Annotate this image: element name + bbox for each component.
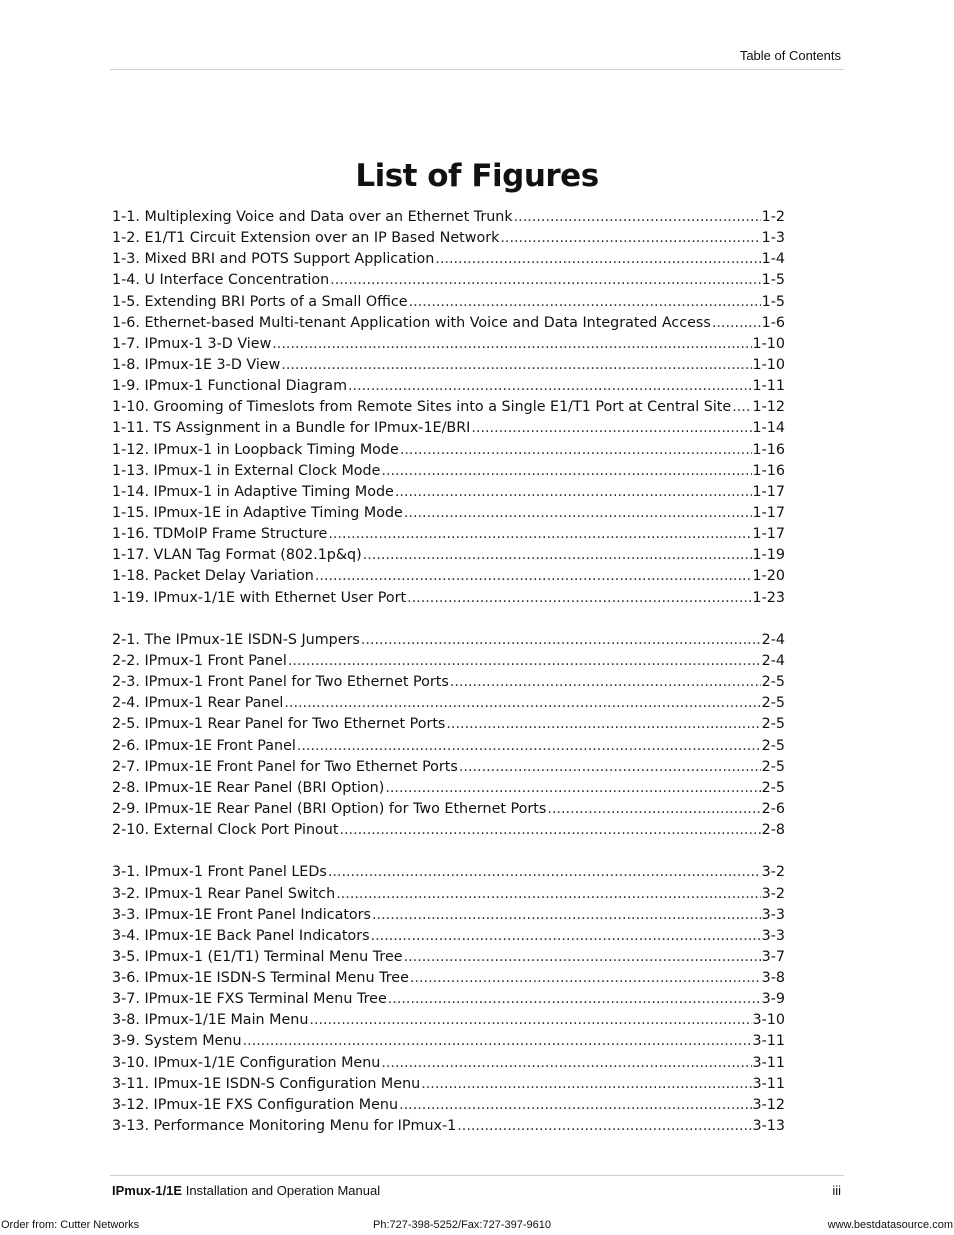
figures-list <box>112 207 785 1137</box>
toc-entry-page: 1-17 <box>752 483 785 500</box>
toc-entry-page: 3-11 <box>752 1054 785 1071</box>
toc-entry-label: 3-4. IPmux-1E Back Panel Indicators <box>112 927 370 944</box>
dot-leader <box>547 799 760 820</box>
toc-entry-page: 3-2 <box>761 885 785 902</box>
toc-entry-label: 1-11. TS Assignment in a Bundle for IPmux-1E/BRI <box>112 420 471 437</box>
toc-entry-page: 1-11 <box>752 378 785 395</box>
dot-leader <box>404 947 761 968</box>
footer-product: IPmux-1/1E <box>112 1183 183 1198</box>
toc-entry[interactable] <box>112 968 785 989</box>
toc-entry-label: 1-18. Packet Delay Variation <box>112 568 314 585</box>
toc-entry-label: 1-4. U Interface Concentration <box>112 272 330 289</box>
running-header: Table of Contents <box>739 48 841 63</box>
toc-entry[interactable] <box>112 207 785 228</box>
toc-entry[interactable] <box>112 397 785 418</box>
footer-rule <box>110 1175 844 1176</box>
toc-entry-label: 2-2. IPmux-1 Front Panel <box>112 652 287 669</box>
toc-entry[interactable] <box>112 334 785 355</box>
toc-entry-label: 2-6. IPmux-1E Front Panel <box>112 737 296 754</box>
dot-leader <box>446 714 760 735</box>
toc-entry-page: 3-2 <box>761 864 785 881</box>
dot-leader <box>328 524 751 545</box>
toc-entry-label: 1-19. IPmux-1/1E with Ethernet User Port <box>112 589 407 606</box>
toc-entry[interactable] <box>112 588 785 609</box>
footer-page-number: iii <box>832 1183 841 1198</box>
toc-entry-page: 1-12 <box>752 399 785 416</box>
toc-entry-label: 3-1. IPmux-1 Front Panel LEDs <box>112 864 327 881</box>
toc-entry-page: 3-3 <box>761 927 785 944</box>
footer-manual-title <box>112 1183 380 1198</box>
dot-leader <box>399 1095 751 1116</box>
dot-leader <box>348 376 752 397</box>
toc-entry[interactable] <box>112 905 785 926</box>
toc-entry[interactable] <box>112 355 785 376</box>
toc-entry-page: 1-5 <box>761 272 785 289</box>
toc-entry[interactable] <box>112 270 785 291</box>
dot-leader <box>407 588 751 609</box>
dot-leader <box>388 989 761 1010</box>
dot-leader <box>514 207 761 228</box>
toc-entry-page: 3-11 <box>752 1075 785 1092</box>
dot-leader <box>381 461 751 482</box>
dot-leader <box>371 926 761 947</box>
toc-entry-page: 3-7 <box>761 948 785 965</box>
header-rule <box>110 69 844 70</box>
order-from-text: Order from: Cutter Networks <box>1 1219 140 1231</box>
dot-leader <box>361 630 761 651</box>
toc-entry-page: 3-12 <box>752 1096 785 1113</box>
toc-entry-label: 3-10. IPmux-1/1E Configuration Menu <box>112 1054 381 1071</box>
toc-entry-label: 2-4. IPmux-1 Rear Panel <box>112 695 284 712</box>
toc-entry[interactable] <box>112 249 785 270</box>
toc-entry[interactable] <box>112 1074 785 1095</box>
dot-leader <box>309 1010 751 1031</box>
toc-entry-page: 1-10 <box>752 335 785 352</box>
dot-leader <box>471 418 751 439</box>
toc-entry-label: 2-7. IPmux-1E Front Panel for Two Ethernet Ports <box>112 758 458 775</box>
toc-entry-page: 2-4 <box>761 652 785 669</box>
footer-manual: Installation and Operation Manual <box>182 1183 381 1198</box>
toc-entry-page: 1-16 <box>752 462 785 479</box>
toc-entry-label: 1-10. Grooming of Timeslots from Remote Sites into a Single E1/T1 Port at Central Site <box>112 399 732 416</box>
toc-entry-page: 1-10 <box>752 356 785 373</box>
toc-entry[interactable] <box>112 989 785 1010</box>
toc-entry-label: 2-3. IPmux-1 Front Panel for Two Ethernet Ports <box>112 674 449 691</box>
toc-entry-label: 3-13. Performance Monitoring Menu for IPmux-1 <box>112 1118 457 1135</box>
toc-entry[interactable] <box>112 799 785 820</box>
toc-entry-page: 1-2 <box>761 209 785 225</box>
toc-entry[interactable] <box>112 947 785 968</box>
toc-entry[interactable] <box>112 1010 785 1031</box>
toc-entry-page: 2-5 <box>761 716 785 733</box>
order-website-text: www.bestdatasource.com <box>827 1219 953 1231</box>
dot-leader <box>339 820 760 841</box>
toc-entry-page: 1-5 <box>761 293 785 310</box>
toc-entry-page: 2-5 <box>761 779 785 796</box>
toc-entry[interactable] <box>112 1116 785 1137</box>
toc-entry[interactable] <box>112 736 785 757</box>
dot-leader <box>421 1074 751 1095</box>
toc-entry[interactable] <box>112 1031 785 1052</box>
toc-entry[interactable] <box>112 482 785 503</box>
toc-entry-label: 3-12. IPmux-1E FXS Configuration Menu <box>112 1096 399 1113</box>
toc-entry-page: 3-11 <box>752 1033 785 1050</box>
dot-leader <box>281 355 751 376</box>
dot-leader <box>395 482 752 503</box>
toc-entry-label: 3-8. IPmux-1/1E Main Menu <box>112 1012 309 1029</box>
dot-leader <box>284 693 760 714</box>
toc-entry-page: 1-16 <box>752 441 785 458</box>
toc-entry-page: 3-13 <box>752 1118 785 1135</box>
toc-entry-label: 1-14. IPmux-1 in Adaptive Timing Mode <box>112 483 394 500</box>
toc-entry-page: 1-17 <box>752 526 785 543</box>
toc-entry[interactable] <box>112 926 785 947</box>
toc-entry-label: 1-1. Multiplexing Voice and Data over an Ethernet Trunk <box>112 209 513 225</box>
toc-entry-page: 1-23 <box>752 589 785 606</box>
toc-entry[interactable] <box>112 418 785 439</box>
toc-entry-label: 2-9. IPmux-1E Rear Panel (BRI Option) for Two Ethernet Ports <box>112 800 547 817</box>
dot-leader <box>400 440 752 461</box>
toc-entry-page: 3-3 <box>761 906 785 923</box>
dot-leader <box>272 334 751 355</box>
toc-entry-label: 2-5. IPmux-1 Rear Panel for Two Ethernet Ports <box>112 716 446 733</box>
toc-entry-page: 1-14 <box>752 420 785 437</box>
dot-leader <box>328 862 761 883</box>
dot-leader <box>450 672 761 693</box>
toc-entry[interactable] <box>112 376 785 397</box>
toc-entry-page: 1-17 <box>752 504 785 521</box>
toc-entry-label: 2-1. The IPmux-1E ISDN-S Jumpers <box>112 631 360 648</box>
toc-entry-page: 2-5 <box>761 674 785 691</box>
toc-entry-page: 2-5 <box>761 695 785 712</box>
toc-entry[interactable] <box>112 714 785 735</box>
toc-entry-label: 3-7. IPmux-1E FXS Terminal Menu Tree <box>112 991 387 1008</box>
toc-entry-page: 3-8 <box>761 970 785 987</box>
toc-entry[interactable] <box>112 545 785 566</box>
toc-entry-label: 1-9. IPmux-1 Functional Diagram <box>112 378 347 395</box>
dot-leader <box>410 968 761 989</box>
dot-leader <box>500 228 760 249</box>
toc-entry[interactable] <box>112 292 785 313</box>
toc-entry-page: 1-4 <box>761 251 785 268</box>
toc-entry-label: 3-6. IPmux-1E ISDN-S Terminal Menu Tree <box>112 970 409 987</box>
dot-leader <box>712 313 761 334</box>
toc-entry-label: 3-5. IPmux-1 (E1/T1) Terminal Menu Tree <box>112 948 403 965</box>
toc-entry-label: 1-13. IPmux-1 in External Clock Mode <box>112 462 381 479</box>
toc-entry-label: 1-7. IPmux-1 3-D View <box>112 335 272 352</box>
group-gap <box>112 609 785 630</box>
toc-entry[interactable] <box>112 820 785 841</box>
toc-entry[interactable] <box>112 862 785 883</box>
toc-entry-label: 3-11. IPmux-1E ISDN-S Configuration Menu <box>112 1075 421 1092</box>
toc-entry[interactable] <box>112 566 785 587</box>
dot-leader <box>385 778 760 799</box>
dot-leader <box>459 757 761 778</box>
toc-entry[interactable] <box>112 1095 785 1116</box>
toc-entry[interactable] <box>112 313 785 334</box>
page-title: List of Figures <box>355 158 599 194</box>
toc-entry-label: 3-2. IPmux-1 Rear Panel Switch <box>112 885 336 902</box>
toc-entry[interactable] <box>112 1053 785 1074</box>
toc-entry-label: 1-15. IPmux-1E in Adaptive Timing Mode <box>112 504 403 521</box>
toc-entry-label: 1-3. Mixed BRI and POTS Support Application <box>112 251 435 268</box>
toc-entry-label: 1-17. VLAN Tag Format (802.1p&q) <box>112 547 362 564</box>
toc-entry[interactable] <box>112 503 785 524</box>
order-phone-text: Ph:727-398-5252/Fax:727-397-9610 <box>373 1219 551 1231</box>
dot-leader <box>315 566 752 587</box>
dot-leader <box>372 905 761 926</box>
toc-entry-label: 1-12. IPmux-1 in Loopback Timing Mode <box>112 441 399 458</box>
toc-entry[interactable] <box>112 228 785 249</box>
toc-entry-label: 2-8. IPmux-1E Rear Panel (BRI Option) <box>112 779 385 796</box>
toc-entry-page: 2-5 <box>761 758 785 775</box>
dot-leader <box>381 1053 751 1074</box>
dot-leader <box>297 736 761 757</box>
toc-entry[interactable] <box>112 757 785 778</box>
toc-entry[interactable] <box>112 693 785 714</box>
dot-leader <box>243 1031 752 1052</box>
toc-entry-page: 1-3 <box>761 230 785 247</box>
toc-entry[interactable] <box>112 778 785 799</box>
dot-leader <box>457 1116 751 1137</box>
toc-entry-label: 2-10. External Clock Port Pinout <box>112 822 339 839</box>
toc-entry-label: 1-5. Extending BRI Ports of a Small Office <box>112 293 408 310</box>
dot-leader <box>409 292 761 313</box>
toc-entry[interactable] <box>112 884 785 905</box>
toc-entry-page: 2-6 <box>761 800 785 817</box>
toc-entry-page: 2-5 <box>761 737 785 754</box>
dot-leader <box>288 651 761 672</box>
toc-entry[interactable] <box>112 672 785 693</box>
toc-entry-page: 2-8 <box>761 822 785 839</box>
toc-entry-label: 3-9. System Menu <box>112 1033 242 1050</box>
dot-leader <box>732 397 751 418</box>
toc-entry-label: 3-3. IPmux-1E Front Panel Indicators <box>112 906 372 923</box>
toc-entry-page: 1-20 <box>752 568 785 585</box>
dot-leader <box>336 884 760 905</box>
toc-entry-label: 1-2. E1/T1 Circuit Extension over an IP Based Network <box>112 230 500 247</box>
toc-entry[interactable] <box>112 651 785 672</box>
dot-leader <box>363 545 752 566</box>
toc-entry-page: 1-19 <box>752 547 785 564</box>
toc-entry-page: 3-9 <box>761 991 785 1008</box>
toc-entry[interactable] <box>112 461 785 482</box>
toc-entry-label: 1-8. IPmux-1E 3-D View <box>112 356 281 373</box>
toc-entry[interactable] <box>112 440 785 461</box>
toc-entry[interactable] <box>112 524 785 545</box>
group-gap <box>112 841 785 862</box>
toc-entry-page: 3-10 <box>752 1012 785 1029</box>
toc-entry-label: 1-16. TDMoIP Frame Structure <box>112 526 328 543</box>
toc-entry-label: 1-6. Ethernet-based Multi-tenant Application with Voice and Data Integrated Access <box>112 314 711 331</box>
toc-entry-page: 1-6 <box>761 314 785 331</box>
toc-entry-page: 2-4 <box>761 631 785 648</box>
dot-leader <box>330 270 760 291</box>
dot-leader <box>404 503 752 524</box>
dot-leader <box>435 249 760 270</box>
toc-entry[interactable] <box>112 630 785 651</box>
